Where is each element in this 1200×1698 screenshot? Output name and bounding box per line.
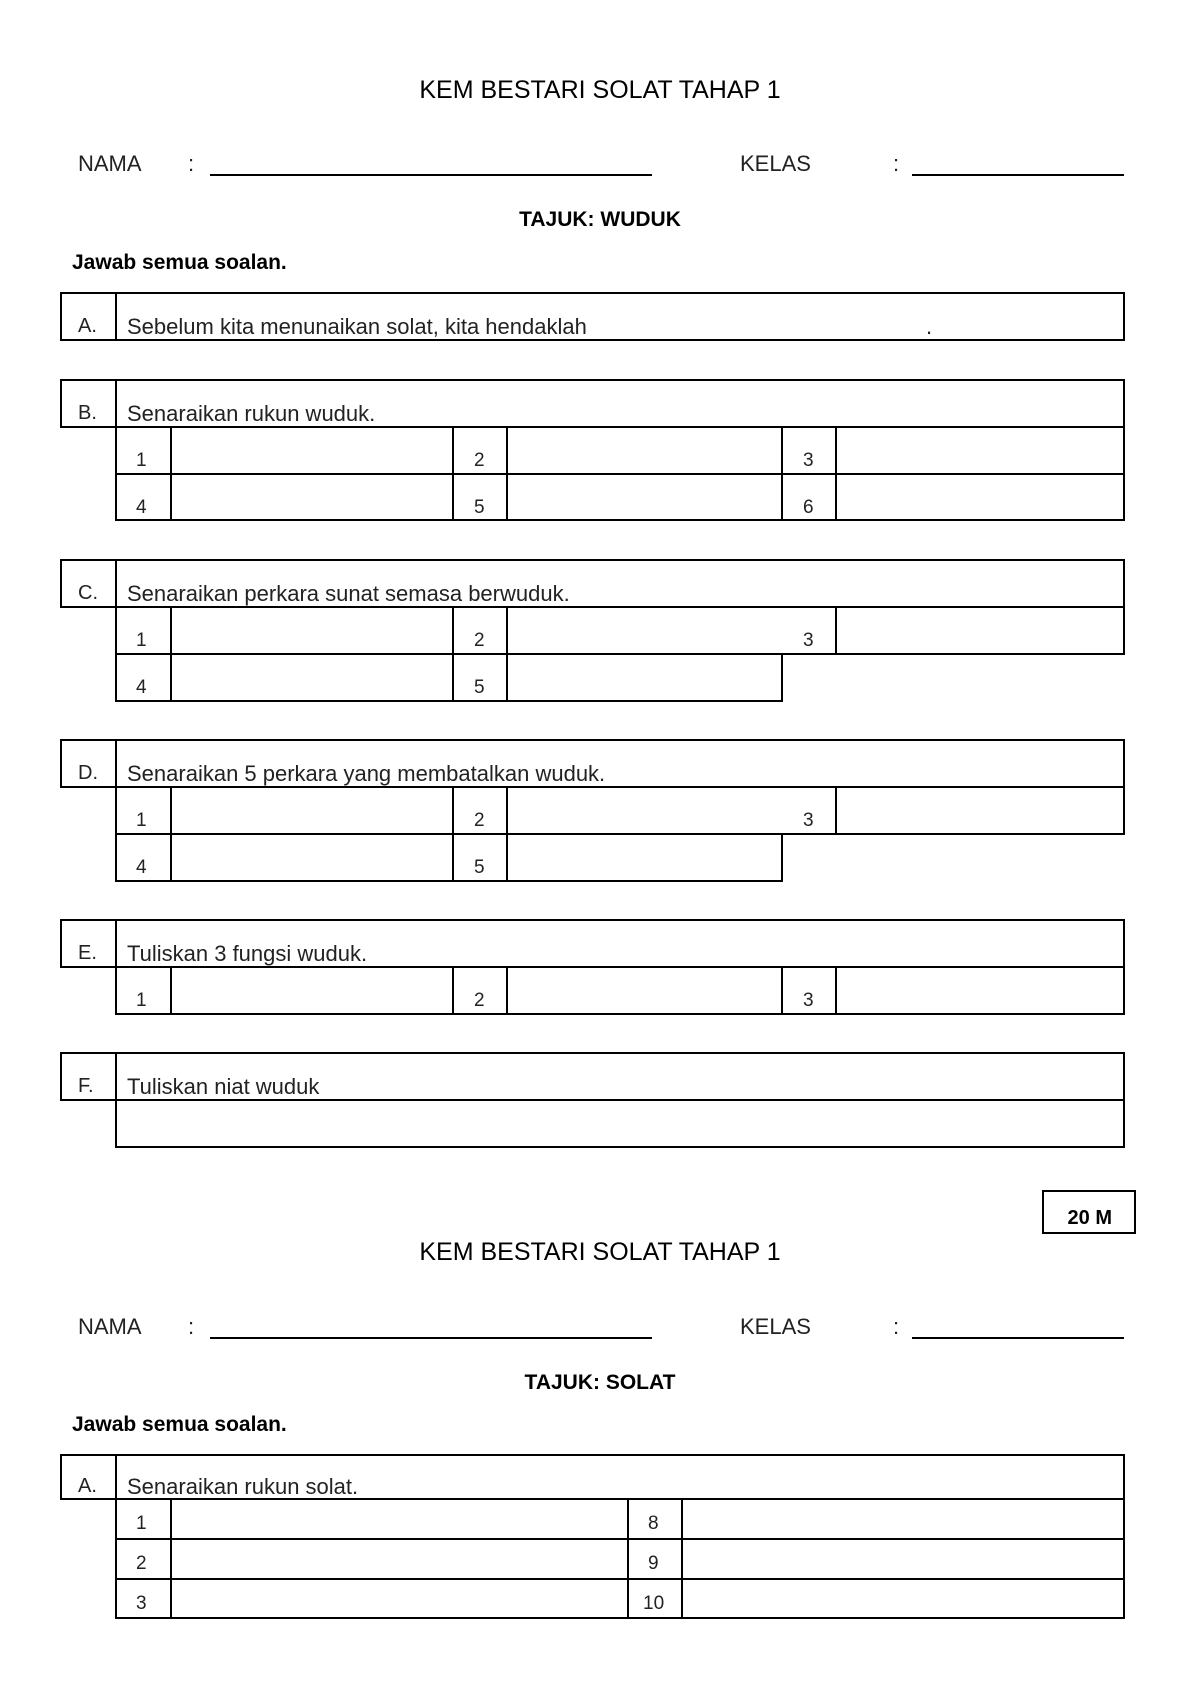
nama-label: NAMA (78, 1314, 142, 1339)
item-number: 1 (136, 810, 147, 831)
question-end: . (926, 314, 933, 339)
question-text: Senaraikan perkara sunat semasa berwuduk. (127, 581, 570, 606)
answer-cell[interactable] (172, 1540, 625, 1577)
nama-field[interactable] (210, 174, 652, 176)
instruction: Jawab semua soalan. (72, 251, 287, 274)
question-text: Tuliskan niat wuduk (127, 1074, 320, 1099)
instruction: Jawab semua soalan. (72, 1413, 287, 1436)
divider (781, 966, 783, 1015)
divider (115, 739, 117, 788)
kelas-label: KELAS (740, 1314, 811, 1339)
answer-cell[interactable] (508, 655, 779, 699)
answer-blank[interactable] (615, 300, 933, 339)
question-text: Senaraikan 5 perkara yang membatalkan wuduk. (127, 761, 606, 786)
question-letter: F. (78, 1075, 94, 1097)
question-text: Tuliskan 3 fungsi wuduk. (127, 941, 368, 966)
item-number: 1 (136, 450, 147, 471)
answer-cell[interactable] (172, 655, 450, 699)
question-letter: A. (78, 315, 97, 337)
question-letter: C. (78, 582, 98, 604)
nama-field[interactable] (210, 1337, 652, 1339)
answer-cell[interactable] (837, 788, 1123, 832)
item-number: 3 (803, 810, 814, 831)
divider (115, 559, 117, 608)
item-number: 3 (803, 630, 814, 651)
item-number: 1 (136, 630, 147, 651)
topic-heading: TAJUK: SOLAT (524, 1371, 676, 1394)
question-text: Senaraikan rukun wuduk. (127, 401, 376, 426)
answer-cell[interactable] (837, 968, 1123, 1012)
nama-colon: : (188, 1314, 195, 1339)
answer-cell[interactable] (683, 1500, 1123, 1537)
marks-label: 20 M (1067, 1207, 1112, 1229)
answer-cell[interactable] (683, 1580, 1123, 1617)
divider (627, 1498, 629, 1619)
item-number: 10 (643, 1593, 665, 1614)
answer-cell[interactable] (508, 788, 779, 832)
nama-label: NAMA (78, 151, 142, 176)
divider (115, 292, 117, 341)
question-letter: A. (78, 1475, 97, 1497)
question-letter: B. (78, 402, 97, 424)
answer-cell[interactable] (508, 608, 779, 652)
item-number: 5 (474, 857, 485, 878)
answer-cell[interactable] (837, 428, 1123, 472)
item-number: 9 (648, 1553, 659, 1574)
kelas-label: KELAS (740, 151, 811, 176)
question-letter: E. (78, 942, 97, 964)
answer-cell[interactable] (683, 1540, 1123, 1577)
item-number: 1 (136, 990, 147, 1011)
item-number: 3 (803, 450, 814, 471)
answer-cell[interactable] (837, 608, 1123, 652)
item-number: 2 (474, 450, 485, 471)
answer-cell[interactable] (837, 475, 1123, 519)
divider (452, 606, 454, 702)
kelas-colon: : (893, 1314, 900, 1339)
item-number: 1 (136, 1513, 147, 1534)
item-number: 2 (474, 630, 485, 651)
question-text: Sebelum kita menunaikan solat, kita hendaklah (127, 314, 587, 339)
answer-cell[interactable] (172, 428, 450, 472)
item-number: 4 (136, 497, 147, 518)
marks-box (1042, 1190, 1136, 1234)
divider (115, 1454, 117, 1500)
page-title: KEM BESTARI SOLAT TAHAP 1 (419, 76, 781, 104)
answer-cell[interactable] (508, 968, 779, 1012)
item-number: 2 (136, 1553, 147, 1574)
item-number: 3 (136, 1593, 147, 1614)
answer-cell[interactable] (172, 835, 450, 879)
answer-field[interactable] (115, 1099, 1125, 1148)
nama-colon: : (188, 151, 195, 176)
answer-cell[interactable] (508, 475, 779, 519)
divider (452, 786, 454, 882)
topic-heading: TAJUK: WUDUK (519, 208, 681, 231)
answer-cell[interactable] (172, 1500, 625, 1537)
kelas-field[interactable] (912, 174, 1124, 176)
page-title: KEM BESTARI SOLAT TAHAP 1 (419, 1238, 781, 1266)
divider (781, 426, 783, 521)
item-number: 6 (803, 497, 814, 518)
answer-cell[interactable] (172, 608, 450, 652)
answer-cell[interactable] (172, 1580, 625, 1617)
answer-cell[interactable] (508, 835, 779, 879)
divider (115, 379, 117, 428)
divider (452, 426, 454, 521)
item-number: 2 (474, 810, 485, 831)
item-number: 8 (648, 1513, 659, 1534)
item-number: 5 (474, 677, 485, 698)
item-number: 4 (136, 857, 147, 878)
divider (115, 1052, 117, 1101)
question-letter: D. (78, 762, 98, 784)
answer-cell[interactable] (172, 788, 450, 832)
answer-cell[interactable] (172, 475, 450, 519)
answer-cell[interactable] (172, 968, 450, 1012)
kelas-field[interactable] (912, 1337, 1124, 1339)
answer-cell[interactable] (508, 428, 779, 472)
question-text: Senaraikan rukun solat. (127, 1474, 359, 1499)
item-number: 4 (136, 677, 147, 698)
kelas-colon: : (893, 151, 900, 176)
item-number: 2 (474, 990, 485, 1011)
divider (115, 919, 117, 968)
item-number: 5 (474, 497, 485, 518)
divider (452, 966, 454, 1015)
item-number: 3 (803, 990, 814, 1011)
